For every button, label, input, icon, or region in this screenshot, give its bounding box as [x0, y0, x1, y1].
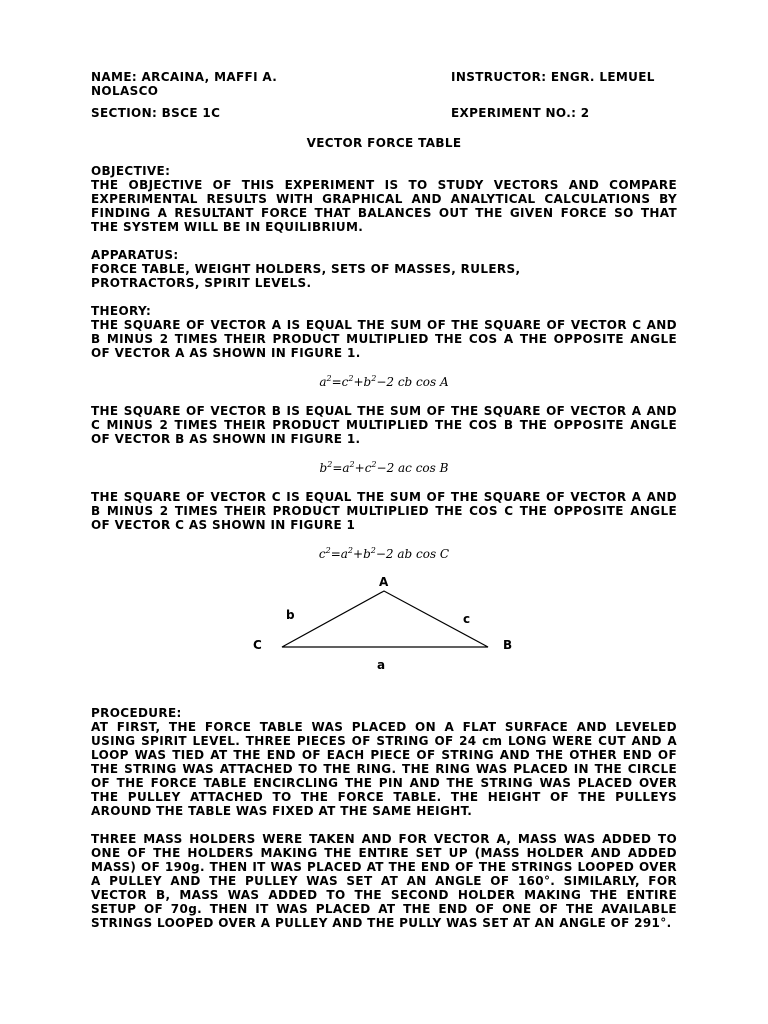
theory-section — [91, 304, 677, 696]
formula-c: $c^2=a^2+b^2-2$ ab cos C — [318, 546, 450, 561]
side-a-label: a — [377, 658, 386, 672]
instructor-name: INSTRUCTOR: ENGR. LEMUEL — [451, 70, 655, 84]
side-b-label: b — [286, 608, 295, 622]
triangle-shape — [282, 591, 488, 647]
header-row-1 — [91, 70, 677, 98]
apparatus-heading: APPARATUS: — [91, 248, 179, 262]
theory-para-a: THE SQUARE OF VECTOR A IS EQUAL THE SUM OF THE SQUARE OF VECTOR C AND B MINUS 2 TIMES THEIR PRODUCT MULTIPLIED THE COS A THE OPPOSITE ANGLE OF VECTOR A AS SHOWN IN FIGURE 1. — [91, 318, 677, 360]
apparatus-line-1: FORCE TABLE, WEIGHT HOLDERS, SETS OF MASSES, RULERS, — [91, 262, 521, 276]
apparatus-line-2: PROTRACTORS, SPIRIT LEVELS. — [91, 276, 312, 290]
document-page — [91, 70, 677, 930]
vertex-b-label: B — [503, 638, 513, 652]
procedure-section — [91, 706, 677, 930]
experiment-number: EXPERIMENT NO.: 2 — [451, 106, 590, 120]
theory-heading: THEORY: — [91, 304, 152, 318]
procedure-heading: PROCEDURE: — [91, 706, 182, 720]
objective-text: THE OBJECTIVE OF THIS EXPERIMENT IS TO STUDY VECTORS AND COMPARE EXPERIMENTAL RESULTS WITH GRAPHICAL AND ANALYTICAL CALCULATIONS BY FINDING A RESULTANT FORCE THAT BALANCES OUT THE GIVEN FORCE SO THAT THE SYSTEM WILL BE IN EQUILIBRIUM. — [91, 178, 677, 234]
procedure-para-2: THREE MASS HOLDERS WERE TAKEN AND FOR VECTOR A, MASS WAS ADDED TO ONE OF THE HOLDERS MAKING THE ENTIRE SET UP (MASS HOLDER AND ADDED MASS) OF 190g. THEN IT WAS PLACED AT THE END OF THE STRINGS LOOPED OVER A PULLEY AND THE PULLEY WAS SET AT AN ANGLE OF 160°. SIMILARLY, FOR VECTOR B, MASS WAS ADDED TO THE SECOND HOLDER MAKING THE ENTIRE SETUP OF 70g. THEN IT WAS PLACED AT THE END OF ONE OF THE AVAILABLE STRINGS LOOPED OVER A PULLEY AND THE PULLY WAS SET AT AN ANGLE OF 291°. — [91, 832, 677, 930]
student-name: NAME: ARCAINA, MAFFI A. — [91, 70, 278, 84]
procedure-para-1: AT FIRST, THE FORCE TABLE WAS PLACED ON A FLAT SURFACE AND LEVELED USING SPIRIT LEVEL. THREE PIECES OF STRING OF 24 cm LONG WERE CUT AND A LOOP WAS TIED AT THE END OF EACH PIECE OF STRING AND THE OTHER END OF THE STRING WAS ATTACHED TO THE RING. THE RING WAS PLACED IN THE CIRCLE OF THE FORCE TABLE ENCIRCLING THE PIN AND THE STRING WAS PLACED OVER THE PULLEY ATTACHED TO THE FORCE TABLE. THE HEIGHT OF THE PULLEYS AROUND THE TABLE WAS FIXED AT THE SAME HEIGHT. — [91, 720, 677, 818]
document-title: VECTOR FORCE TABLE — [306, 136, 462, 150]
header-row-2 — [91, 106, 677, 120]
vertex-a-label: A — [379, 575, 389, 589]
section-label: SECTION: BSCE 1C — [91, 106, 221, 120]
vertex-c-label: C — [253, 638, 262, 652]
objective-heading: OBJECTIVE: — [91, 164, 171, 178]
instructor-name-continued: NOLASCO — [91, 84, 159, 98]
formula-b: $b^2=a^2+c^2-2$ ac cos B — [319, 460, 449, 475]
theory-para-c: THE SQUARE OF VECTOR C IS EQUAL THE SUM OF THE SQUARE OF VECTOR A AND B MINUS 2 TIMES THEIR PRODUCT MULTIPLIED THE COS C THE OPPOSITE ANGLE OF VECTOR C AS SHOWN IN FIGURE 1 — [91, 490, 677, 532]
apparatus-section — [91, 248, 677, 290]
side-c-label: c — [463, 612, 471, 626]
triangle-figure — [91, 576, 677, 696]
theory-para-b: THE SQUARE OF VECTOR B IS EQUAL THE SUM OF THE SQUARE OF VECTOR A AND C MINUS 2 TIMES THEIR PRODUCT MULTIPLIED THE COS B THE OPPOSITE ANGLE OF VECTOR B AS SHOWN IN FIGURE 1. — [91, 404, 677, 446]
formula-a: $a^2=c^2+b^2-2$ cb cos A — [319, 374, 449, 389]
objective-section — [91, 164, 677, 234]
